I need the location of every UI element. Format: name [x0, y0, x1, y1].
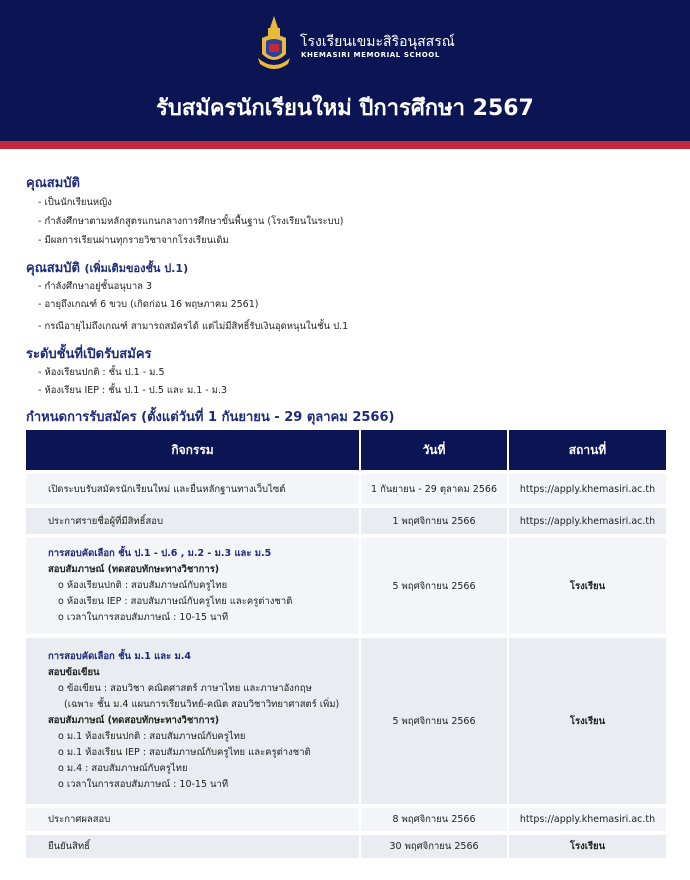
location-cell: https://apply.khemasiri.ac.th — [509, 470, 666, 504]
school-name-english: KHEMASIRI MEMORIAL SCHOOL — [301, 51, 440, 59]
location-cell: โรงเรียน — [509, 534, 666, 634]
activity-cell: เปิดระบบรับสมัครนักเรียนใหม่ และยื่นหลักฐานทางเว็บไซต์ — [26, 470, 361, 504]
exam-heading: การสอบคัดเลือก ชั้น ป.1 - ป.6 , ม.2 - ม.3 และ ม.5 — [48, 548, 272, 559]
activity-cell — [26, 634, 361, 804]
qualifications-p1-heading — [26, 257, 188, 278]
exam-detail-note: (เฉพาะ ชั้น ม.4 แผนการเรียนวิทย์-คณิต สอบวิชาวิทยาศาสตร์ เพิ่ม) — [64, 699, 340, 710]
exam-detail: o เวลาในการสอบสัมภาษณ์ : 10-15 นาที — [58, 779, 229, 790]
location-cell: โรงเรียน — [509, 634, 666, 804]
date-cell: 1 กันยายน - 29 ตุลาคม 2566 — [361, 470, 509, 504]
qualification-item: - เป็นนักเรียนหญิง — [38, 197, 112, 208]
exam-subheading: สอบสัมภาษณ์ (ทดสอบทักษะทางวิชาการ) — [48, 564, 220, 575]
activity-cell: ประกาศผลสอบ — [26, 804, 361, 831]
date-cell: 30 พฤศจิกายน 2566 — [361, 831, 509, 858]
header-accent-bar — [0, 141, 690, 149]
activity-cell — [26, 534, 361, 634]
date-cell: 5 พฤศจิกายน 2566 — [361, 634, 509, 804]
location-cell: https://apply.khemasiri.ac.th — [509, 804, 666, 831]
date-cell: 1 พฤศจิกายน 2566 — [361, 504, 509, 534]
level-item: - ห้องเรียนปกติ : ชั้น ป.1 - ม.5 — [38, 367, 165, 378]
qualification-p1-item: - กำลังศึกษาอยู่ชั้นอนุบาล 3 — [38, 281, 153, 292]
exam-heading: การสอบคัดเลือก ชั้น ม.1 และ ม.4 — [48, 651, 191, 662]
exam-subheading: สอบสัมภาษณ์ (ทดสอบทักษะทางวิชาการ) — [48, 715, 220, 726]
qualification-item: - กำลังศึกษาตามหลักสูตรแกนกลางการศึกษาขั้นพื้นฐาน (โรงเรียนในระบบ) — [38, 216, 344, 227]
schedule-heading: กำหนดการรับสมัคร (ตั้งแต่วันที่ 1 กันยายน - 29 ตุลาคม 2566) — [26, 410, 395, 425]
date-cell: 5 พฤศจิกายน 2566 — [361, 534, 509, 634]
table-row — [26, 470, 666, 504]
school-crest-logo — [254, 14, 294, 72]
activity-cell: ประกาศรายชื่อผู้ที่มีสิทธิ์สอบ — [26, 504, 361, 534]
level-item: - ห้องเรียน IEP : ชั้น ป.1 - ป.5 และ ม.1 - ม.3 — [38, 385, 228, 396]
schedule-table-header — [26, 430, 666, 470]
table-row — [26, 804, 666, 831]
column-header-date: วันที่ — [361, 430, 509, 470]
table-row — [26, 504, 666, 534]
exam-detail: o ข้อเขียน : สอบวิชา คณิตศาสตร์ ภาษาไทย และภาษาอังกฤษ — [58, 683, 312, 694]
table-row — [26, 831, 666, 858]
column-header-activity: กิจกรรม — [26, 430, 361, 470]
exam-detail: o ห้องเรียนปกติ : สอบสัมภาษณ์กับครูไทย — [58, 580, 228, 591]
column-header-location: สถานที่ — [509, 430, 666, 470]
exam-detail: o ห้องเรียน IEP : สอบสัมภาษณ์กับครูไทย และครูต่างชาติ — [58, 596, 293, 607]
exam-detail: o ม.1 ห้องเรียนปกติ : สอบสัมภาษณ์กับครูไทย — [58, 731, 246, 742]
exam-subheading: สอบข้อเขียน — [48, 667, 100, 678]
qualifications-p1-title: คุณสมบัติ — [26, 261, 80, 276]
exam-detail: o ม.1 ห้องเรียน IEP : สอบสัมภาษณ์กับครูไทย และครูต่างชาติ — [58, 747, 311, 758]
qualifications-heading: คุณสมบัติ — [26, 176, 80, 191]
page-title: รับสมัครนักเรียนใหม่ ปีการศึกษา 2567 — [156, 96, 534, 121]
activity-cell: ยืนยันสิทธิ์ — [26, 831, 361, 858]
location-cell: โรงเรียน — [509, 831, 666, 858]
qualification-p1-item: - กรณีอายุไม่ถึงเกณฑ์ สามารถสมัครได้ แต่ไม่มีสิทธิ์รับเงินอุดหนุนในชั้น ป.1 — [38, 321, 349, 332]
schedule-table — [26, 430, 666, 858]
qualifications-p1-suffix: (เพิ่มเติมของชั้น ป.1) — [84, 262, 189, 275]
qualification-p1-item: - อายุถึงเกณฑ์ 6 ขวบ (เกิดก่อน 16 พฤษภาคม 2561) — [38, 299, 259, 310]
exam-detail: o ม.4 : สอบสัมภาษณ์กับครูไทย — [58, 763, 188, 774]
qualification-item: - มีผลการเรียนผ่านทุกรายวิชาจากโรงเรียนเดิม — [38, 235, 229, 246]
location-cell: https://apply.khemasiri.ac.th — [509, 504, 666, 534]
table-row — [26, 634, 666, 804]
table-row — [26, 534, 666, 634]
levels-heading: ระดับชั้นที่เปิดรับสมัคร — [26, 347, 152, 362]
exam-detail: o เวลาในการสอบสัมภาษณ์ : 10-15 นาที — [58, 612, 229, 623]
school-name-thai: โรงเรียนเขมะสิริอนุสสรณ์ — [300, 34, 455, 50]
date-cell: 8 พฤศจิกายน 2566 — [361, 804, 509, 831]
